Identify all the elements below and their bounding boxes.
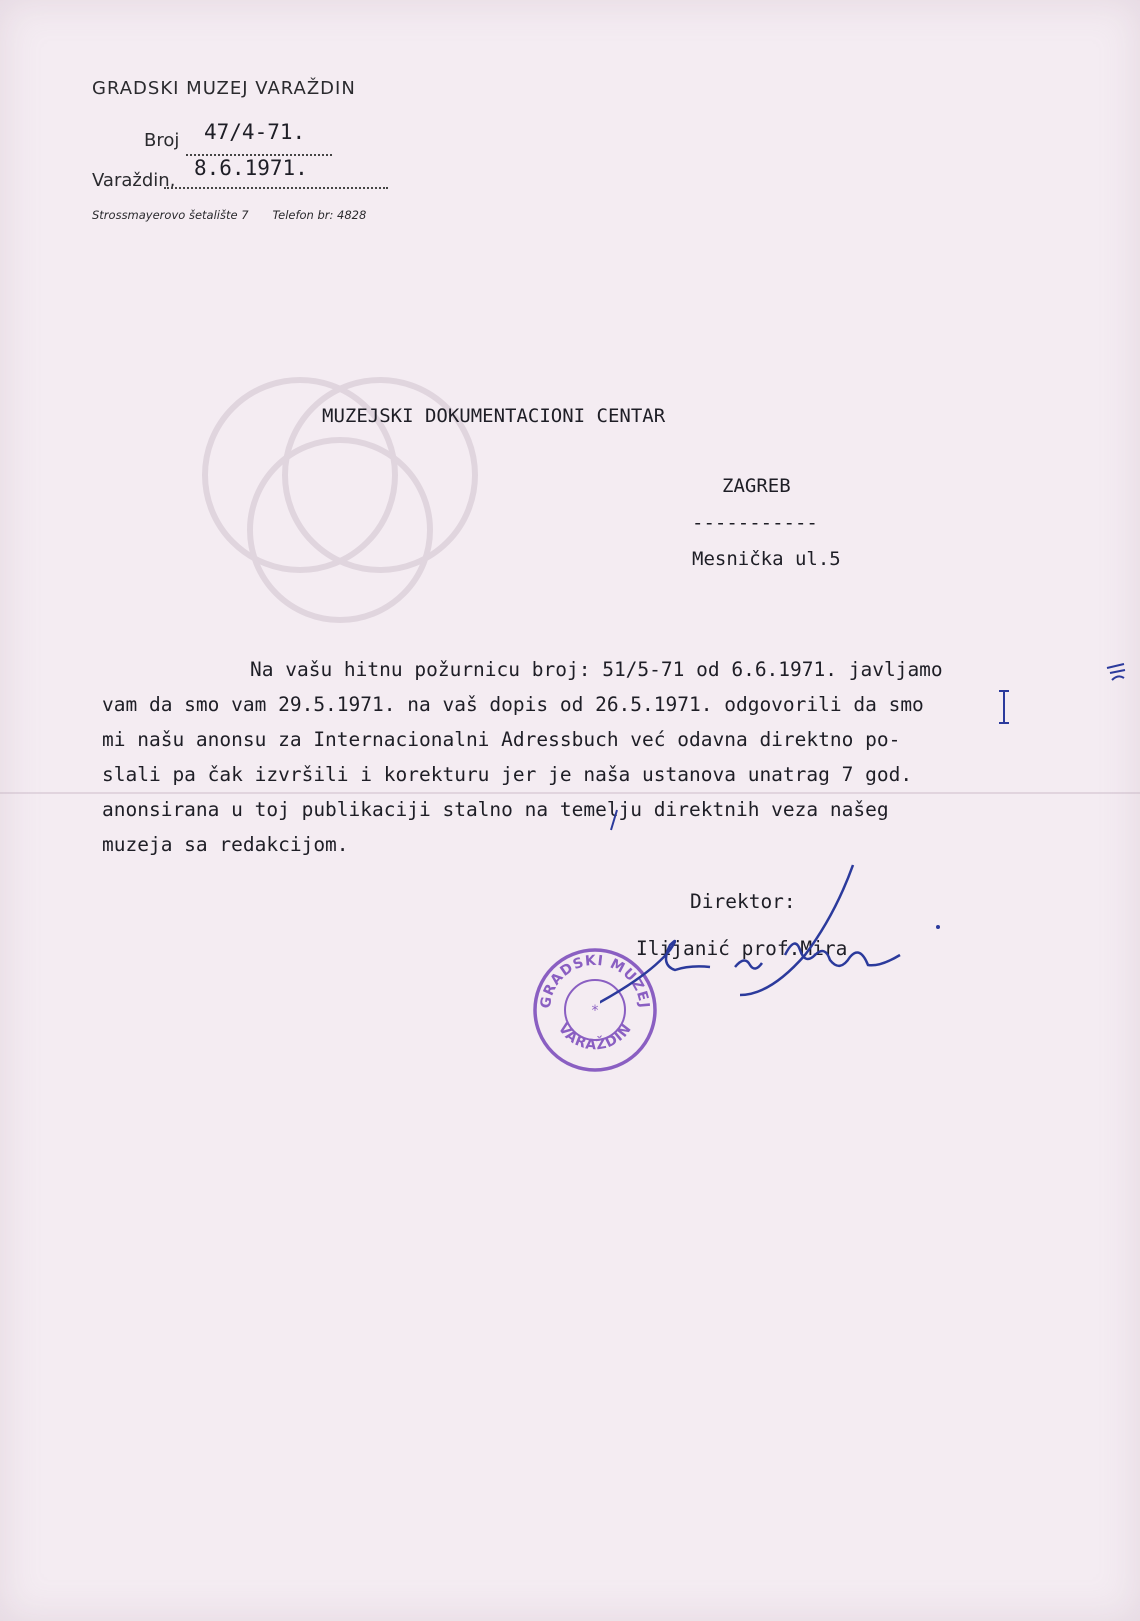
svg-text:VARAŽDIN xyxy=(555,1021,635,1054)
street-address: Strossmayerovo šetalište 7 xyxy=(92,208,249,222)
body-line: Na vašu hitnu požurnicu broj: 51/5-71 od 6.6.1971. javljamo xyxy=(250,658,943,681)
stamp-text-top: GRADSKI MUZEJ xyxy=(537,952,653,1010)
recipient-city: ZAGREB xyxy=(722,475,791,497)
letterhead xyxy=(92,78,396,222)
correction-mark xyxy=(1104,660,1130,686)
reference-number-value: 47/4-71. xyxy=(204,120,306,144)
handwritten-signature xyxy=(600,855,940,1025)
date-line xyxy=(164,187,388,189)
organization-name: GRADSKI MUZEJ VARAŽDIN xyxy=(92,78,356,99)
body-line: slali pa čak izvršili i korekturu jer je naša ustanova unatrag 7 god. xyxy=(102,763,913,786)
phone-number: Telefon br: 4828 xyxy=(272,208,367,222)
body-line: anonsirana u toj publikaciji stalno na temelju direktnih veza našeg xyxy=(102,798,889,821)
body-line: vam da smo vam 29.5.1971. na vaš dopis od 26.5.1971. odgovorili da smo xyxy=(102,693,924,716)
letter-body xyxy=(102,652,1102,862)
letterhead-address xyxy=(92,208,396,222)
date-row xyxy=(92,156,396,190)
recipient-underline: ----------- xyxy=(692,512,818,534)
reference-number-row xyxy=(92,120,396,150)
date-value: 8.6.1971. xyxy=(194,156,308,180)
place-label: Varaždin, xyxy=(92,170,176,191)
svg-text:*: * xyxy=(591,1003,599,1019)
reference-number-label: Broj xyxy=(144,130,180,151)
recipient-name: MUZEJSKI DOKUMENTACIONI CENTAR xyxy=(322,405,666,427)
insertion-mark xyxy=(996,688,1012,726)
comma-mark xyxy=(608,808,620,832)
stamp-text-bottom: VARAŽDIN xyxy=(554,1020,636,1054)
recipient-street: Mesnička ul.5 xyxy=(692,548,841,570)
signature-title: Direktor: xyxy=(690,890,796,913)
signature-name: Ilijanić prof.Mira xyxy=(636,937,848,960)
body-line: mi našu anonsu za Internacionalni Adressbuch već odavna direktno po- xyxy=(102,728,901,751)
body-line: muzeja sa redakcijom. xyxy=(102,833,349,856)
watermark-rings xyxy=(190,355,490,625)
